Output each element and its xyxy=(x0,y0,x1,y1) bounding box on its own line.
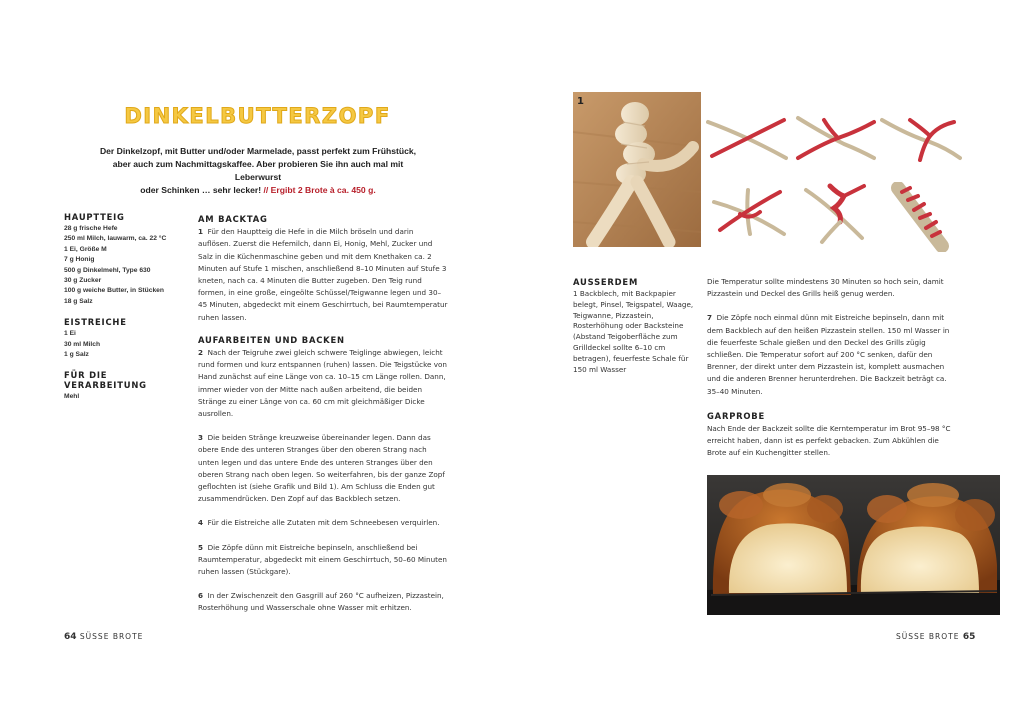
section-heading: AM BACKTAG xyxy=(198,214,268,224)
ingredient-item: 500 g Dinkelmehl, Type 630 xyxy=(64,266,151,274)
ingredient-list xyxy=(64,392,184,402)
step-number: 7 xyxy=(707,313,713,323)
ingredient-item: 28 g frische Hefe xyxy=(64,225,118,232)
ingredient-item: 30 g Zucker xyxy=(64,277,102,285)
equipment-box xyxy=(573,277,698,375)
recipe-intro xyxy=(98,145,418,197)
ingredient-list xyxy=(64,329,184,360)
intro-line: aber auch zum Nachmittagskaffee. Aber probieren Sie ihn auch mal mit Leberwurst xyxy=(112,159,404,182)
method-column-left xyxy=(198,213,448,627)
ingredient-heading: HAUPTTEIG xyxy=(64,212,125,222)
ingredient-item: 30 ml Milch xyxy=(64,340,101,348)
ingredient-group-verarbeitung xyxy=(64,370,184,402)
step-number: 4 xyxy=(198,518,204,528)
step-text: Die Zöpfe noch einmal dünn mit Eistreiche bepinseln, dann mit dem Backblech auf den heißen Pizzastein stellen. 150 ml Wasser in die feuerfeste Schale gießen und den Deckel des Grills zügig schließen. Die Temperatur sofort auf 200 °C senken, dafür den Brenner, der direkt unter dem Pizzastein ist, komplett ausmachen und die anderen Brenner herunterdrehen. Die Backzeit beträgt ca. 35–40 Minuten. xyxy=(707,313,950,396)
ingredient-item: 250 ml Milch, lauwarm, ca. 22 °C xyxy=(64,235,167,243)
ingredient-group-eistreiche xyxy=(64,317,184,360)
step-text: In der Zwischenzeit den Gasgrill auf 260 °C aufheizen, Pizzastein, Rosterhöhung und Wasserschale ohne Wasser mit erhitzen. xyxy=(198,591,444,613)
step-number: 2 xyxy=(198,348,204,358)
recipe-yield: // Ergibt 2 Brote à ca. 450 g. xyxy=(263,185,376,195)
step-text: Die beiden Stränge kreuzweise übereinander legen. Dann das obere Ende des unteren Stranges über den oberen Strang nach unten legen und das untere Ende des unteren Stranges über den oberen Strang nach oben legen. So weiterfahren, bis der ganze Zopf geflochten ist (siehe Grafik und Bild 1). Am Schluss die Enden gut zusammendrücken. Den Zopf auf das Backblech setzen. xyxy=(198,433,445,504)
step-number: 3 xyxy=(198,433,204,443)
ingredient-item: Mehl xyxy=(64,393,80,401)
braid-step-1-icon xyxy=(706,114,788,164)
step-6-continued: Die Temperatur sollte mindestens 30 Minuten so hoch sein, damit Pizzastein und Deckel des Grills heiß genug werden. xyxy=(707,277,944,299)
page-folio-right xyxy=(896,632,975,642)
section-heading: AUSSERDEM xyxy=(573,277,639,287)
running-footer: SÜSSE BROTE xyxy=(79,632,144,641)
section-heading: GARPROBE xyxy=(707,410,766,421)
braiding-photo xyxy=(573,92,701,247)
step-2 xyxy=(198,347,448,420)
section-heading: AUFARBEITEN UND BACKEN xyxy=(198,334,345,345)
ingredient-item: 1 g Salz xyxy=(64,351,89,359)
photo-badge: 1 xyxy=(577,96,584,107)
ingredient-item: 1 Ei xyxy=(64,330,76,338)
step-7 xyxy=(707,312,955,397)
step-5 xyxy=(198,542,448,579)
intro-line: oder Schinken … sehr lecker! xyxy=(140,185,262,195)
ingredient-heading: EISTREICHE xyxy=(64,317,127,328)
ingredients-column xyxy=(64,212,184,413)
step-1 xyxy=(198,226,448,324)
equipment-text: 1 Backblech, mit Backpapier belegt, Pinsel, Teigspatel, Waage, Teigwanne, Pizzastein, Rosterhöhung oder Backsteine (Abstand Teigoberfläche zum Grilldeckel sollte 6–10 cm betragen), feuerfeste Schale für 150 ml Wasser xyxy=(573,289,694,374)
step-4 xyxy=(198,517,448,529)
step-number: 6 xyxy=(198,591,204,601)
ingredient-item: 1 Ei, Größe M xyxy=(64,245,107,253)
braid-finished-icon xyxy=(890,182,950,252)
braiding-photo-image xyxy=(573,92,701,247)
step-text: Für den Hauptteig die Hefe in die Milch bröseln und darin auflösen. Zuerst die Hefemilch, dann Ei, Honig, Mehl, Zucker und Salz in die Küchenmaschine geben und mit dem Knethaken ca. 2 Minuten auf Stufe 1 mischen, anschließend 8–10 Minuten auf Stufe 3 kneten, nach ca. 4 Minuten die Butter zugeben. Den Teig rund formen, in eine große, eingeölte Schüssel/Teigwanne legen und 30–45 Minuten, abgedeckt mit einem Geschirrtuch, bei Raumtemperatur ruhen lassen. xyxy=(198,227,448,322)
bread-photo-image xyxy=(707,475,1000,615)
step-number: 1 xyxy=(198,227,204,237)
braid-step-2-icon xyxy=(794,114,876,164)
ingredient-group-hauptteig xyxy=(64,212,184,307)
page-number: 64 xyxy=(64,632,77,642)
ingredient-item: 18 g Salz xyxy=(64,297,93,305)
step-number: 5 xyxy=(198,542,204,552)
intro-line-last xyxy=(98,184,418,197)
step-text: Für die Eistreiche alle Zutaten mit dem Schneebesen verquirlen. xyxy=(207,518,440,528)
step-6 xyxy=(198,590,448,614)
braid-step-4-icon xyxy=(710,184,788,242)
ingredient-item: 7 g Honig xyxy=(64,256,95,264)
ingredient-list xyxy=(64,224,184,307)
braid-step-3-icon xyxy=(880,114,962,164)
ingredient-heading: FÜR DIE VERARBEITUNG xyxy=(64,370,147,391)
ingredient-item: 100 g weiche Butter, in Stücken xyxy=(64,287,164,295)
intro-line: Der Dinkelzopf, mit Butter und/oder Marmelade, passt perfekt zum Frühstück, xyxy=(99,146,417,156)
braid-step-5-icon xyxy=(800,182,870,246)
running-footer: SÜSSE BROTE xyxy=(896,632,960,641)
garprobe-text: Nach Ende der Backzeit sollte die Kerntemperatur im Brot 95–98 °C erreicht haben, dann ist es perfekt gebacken. Zum Abkühlen die Brote auf ein Kuchengitter stellen. xyxy=(707,424,951,458)
method-column-right xyxy=(707,276,955,472)
bread-photo xyxy=(707,475,1000,615)
step-3 xyxy=(198,432,448,505)
step-text: Nach der Teigruhe zwei gleich schwere Teiglinge abwiegen, leicht rund formen und kurz entspannen (ruhen) lassen. Die Teigstücke von Hand zunächst auf eine Länge von ca. 10–15 cm Länge rollen. Dann, immer wieder von der Mitte nach außen arbeitend, die beiden Stränge zu einer Länge von ca. 60 cm mit gleichmäßiger Dicke ausrollen. xyxy=(198,348,447,419)
step-text: Die Zöpfe dünn mit Eistreiche bepinseln, anschließend bei Raumtemperatur, abgedeckt mit einem Geschirrtuch, 50–60 Minuten ruhen lassen (Stückgare). xyxy=(198,542,447,577)
page-number: 65 xyxy=(962,632,976,642)
page-folio-left xyxy=(64,632,143,642)
braiding-diagram xyxy=(704,104,974,254)
recipe-title: DINKELBUTTERZOPF xyxy=(124,104,391,128)
